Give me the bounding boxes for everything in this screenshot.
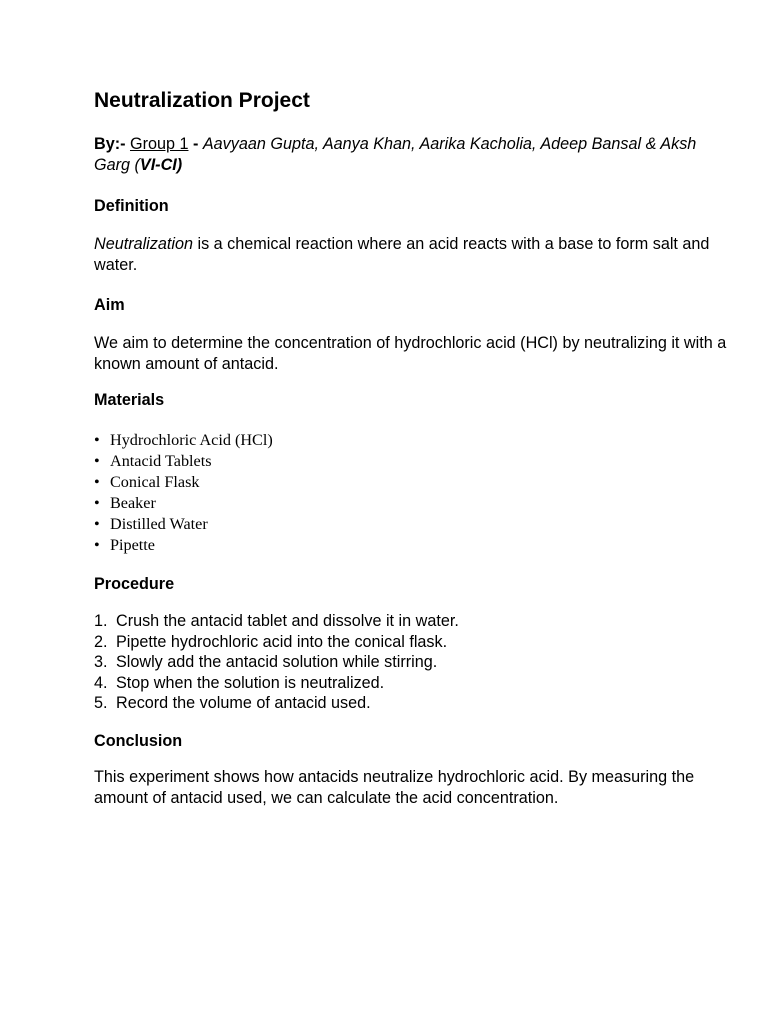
conclusion-heading: Conclusion (94, 732, 183, 750)
group-name: Group 1 (129, 135, 189, 153)
material-label: Antacid Tablets (110, 452, 212, 470)
conclusion-text: This experiment shows how antacids neutralize hydrochloric acid. By measuring the amount of antacid used, we can calculate the acid concentration. (94, 768, 695, 807)
step-number: 1. (94, 612, 108, 630)
definition-body: is a chemical reaction where an acid reacts with a base to form salt and water. (94, 235, 710, 274)
materials-list (94, 430, 273, 556)
byline-separator: - (192, 135, 199, 153)
aim-heading: Aim (94, 296, 125, 314)
material-label: Conical Flask (110, 473, 200, 491)
step-text: Pipette hydrochloric acid into the conical flask. (116, 632, 448, 651)
list-item (94, 535, 273, 556)
definition-text (94, 234, 734, 275)
byline (94, 134, 734, 176)
definition-heading: Definition (94, 197, 169, 215)
material-label: Beaker (110, 494, 156, 512)
list-item (94, 514, 273, 535)
bullet-icon: • (94, 473, 100, 491)
step-number: 4. (94, 673, 108, 692)
step-number: 3. (94, 653, 108, 671)
bullet-icon: • (94, 536, 100, 554)
bullet-icon: • (94, 452, 100, 470)
list-item (94, 673, 459, 694)
material-label: Hydrochloric Acid (HCl) (110, 431, 273, 449)
step-number: 5. (94, 694, 108, 712)
procedure-heading: Procedure (94, 575, 175, 593)
author-names: Aavyaan Gupta, Aanya Khan, Aarika Kacholia, Adeep Bansal & Aksh Garg ( (94, 135, 697, 174)
step-text: Record the volume of antacid used. (116, 694, 371, 712)
step-number: 2. (94, 632, 108, 651)
list-item (94, 493, 273, 514)
class-name: VI-CI) (139, 156, 183, 174)
list-item (94, 430, 273, 451)
byline-label: By:- (94, 135, 126, 153)
material-label: Distilled Water (110, 515, 208, 533)
list-item (94, 693, 459, 714)
list-item (94, 472, 273, 493)
definition-term: Neutralization (94, 235, 193, 253)
aim-text: We aim to determine the concentration of hydrochloric acid (HCl) by neutralizing it with a known amount of antacid. (94, 334, 727, 373)
step-text: Stop when the solution is neutralized. (116, 673, 385, 692)
list-item (94, 652, 459, 673)
bullet-icon: • (94, 494, 100, 512)
material-label: Pipette (110, 536, 155, 554)
list-item (94, 611, 459, 632)
materials-heading: Materials (94, 391, 165, 409)
list-item (94, 632, 459, 653)
bullet-icon: • (94, 431, 100, 449)
step-text: Crush the antacid tablet and dissolve it in water. (116, 612, 459, 630)
procedure-list (94, 611, 459, 714)
step-text: Slowly add the antacid solution while stirring. (116, 653, 438, 671)
list-item (94, 451, 273, 472)
bullet-icon: • (94, 515, 100, 533)
document-title: Neutralization Project (94, 89, 310, 112)
